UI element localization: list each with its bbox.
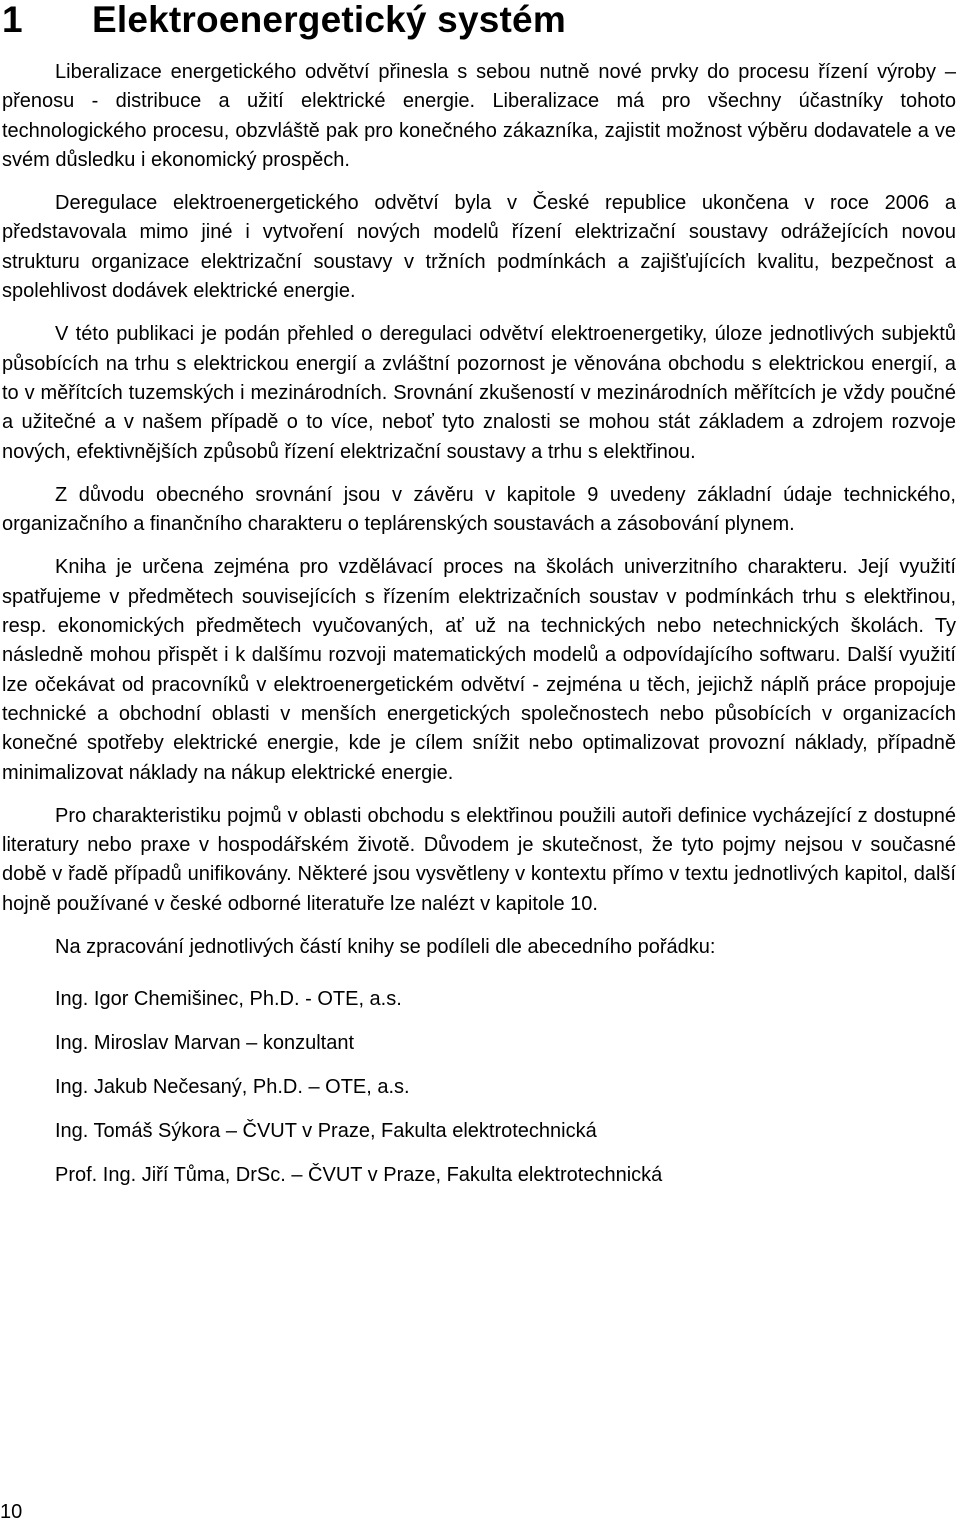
chapter-body [2,58,956,1197]
chapter-number: 1 [2,0,23,40]
paragraph-terminology: Pro charakteristiku pojmů v oblasti obchodu s elektřinou použili autoři definice vycházející z dostupné literatury nebo praxe v hospodářském životě. Důvodem je skutečnost, že tyto pojmy nejsou v současné době v řadě případů unifikovány. Některé jsou vysvětleny v kontextu přímo v textu jednotlivých kapitol, další hojně používané v české odborné literatuře lze nalézt v kapitole 10. [2,804,956,915]
chapter-heading [2,0,566,44]
chapter-title: Elektroenergetický systém [92,0,566,40]
authors-intro: Na zpracování jednotlivých částí knihy se podíleli dle abecedního pořádku: [55,936,716,959]
author-item: Ing. Miroslav Marvan – konzultant [55,1032,355,1055]
page-number: 10 [0,1501,23,1523]
paragraph-deregulation: Deregulace elektroenergetického odvětví byla v České republice ukončena v roce 2006 a představovala mimo jiné i vytvoření nových modelů řízení elektrizační soustavy odrážejících novou strukturu organizace elektrizační soustavy v tržních podmínkách a zajišťujících kvalitu, bezpečnost a spolehlivost dodávek elektrické energie. [2,192,956,303]
paragraph-comparison: Z důvodu obecného srovnání jsou v závěru v kapitole 9 uvedeny základní údaje technického, organizačního a finančního charakteru o teplárenských soustavách a zásobování plynem. [2,483,956,536]
paragraph-liberalization: Liberalizace energetického odvětví přinesla s sebou nutně nové prvky do procesu řízení výroby – přenosu - distribuce a užití elektrické energie. Liberalizace má pro všechny účastníky tohoto technologického procesu, obzvláště pak pro konečného zákazníka, zajistit možnost výběru dodavatele a ve svém důsledku i ekonomický prospěch. [2,61,956,171]
author-item: Ing. Jakub Nečesaný, Ph.D. – OTE, a.s. [55,1076,410,1099]
author-item: Ing. Tomáš Sýkora – ČVUT v Praze, Fakulta elektrotechnická [55,1120,597,1143]
paragraph-publication-overview: V této publikaci je podán přehled o deregulaci odvětví elektroenergetiky, úloze jednotlivých subjektů působících na trhu s elektrickou energií a zvláštní pozornost je věnována obchodu s elektrickou energií, a to v měřítcích tuzemských i mezinárodních. Srovnání zkušeností v mezinárodních měřítcích je vždy poučné a užitečné a v našem případě o to více, neboť tyto znalosti se mohou stát základem a zdrojem rozvoje nových, efektivnějších způsobů řízení elektrizační soustavy a trhu s elektřinou. [2,323,956,463]
authors-section [2,933,956,1197]
author-item: Prof. Ing. Jiří Tůma, DrSc. – ČVUT v Praze, Fakulta elektrotechnická [55,1164,663,1187]
paragraph-audience: Kniha je určena zejména pro vzdělávací proces na školách univerzitního charakteru. Její využití spatřujeme v předmětech souvisejících s řízením elektrizačních soustav v podmínkách trhu s elektřinou, resp. ekonomických předmětech vyučovaných, ať už na technických nebo netechnických školách. Ty následně mohou přispět i k dalšímu rozvoji matematických modelů a odpovídajícího softwaru. Další využití lze očekávat od pracovníků v elektroenergetickém odvětví - zejména u těch, jejichž náplň práce propojuje technické a obchodní oblasti v menších energetických společnostech nebo působících v organizacích konečné spotřeby elektrické energie, kde je cílem snížit nebo optimalizovat provozní náklady, případně minimalizovat náklady na nákup elektrické energie. [2,556,956,784]
author-item: Ing. Igor Chemišinec, Ph.D. - OTE, a.s. [55,988,402,1011]
